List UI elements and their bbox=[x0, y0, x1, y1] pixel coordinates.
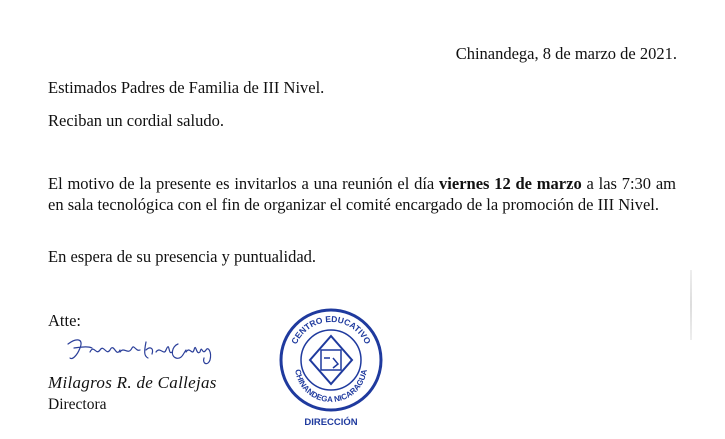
body-text-date: viernes 12 de marzo bbox=[439, 174, 582, 193]
stamp-emblem bbox=[310, 336, 352, 384]
signer-name: Milagros R. de Callejas bbox=[48, 373, 217, 392]
salutation: Estimados Padres de Familia de III Nivel. bbox=[48, 78, 325, 97]
scan-mark bbox=[690, 270, 692, 340]
body-text-part2: a las 7:30 am en sala tecnológica con el fin de organizar el comité encargado de la promoción de III Nivel. bbox=[48, 174, 677, 214]
body-paragraph bbox=[48, 173, 676, 215]
school-stamp bbox=[276, 302, 386, 432]
handwritten-signature bbox=[62, 330, 222, 370]
stamp-label: DIRECCIÓN bbox=[304, 417, 358, 428]
body-text-part1: El motivo de la presente es invitarlos a una reunión el día bbox=[48, 174, 440, 193]
letter-date: Chinandega, 8 de marzo de 2021. bbox=[455, 44, 677, 63]
signer-title: Directora bbox=[48, 396, 107, 413]
greeting: Reciban un cordial saludo. bbox=[48, 111, 224, 130]
stamp-text-top: CENTRO EDUCATIVO bbox=[289, 313, 373, 346]
closing-line: En espera de su presencia y puntualidad. bbox=[48, 247, 317, 266]
stamp-text-bottom: CHINANDEGA NICARAGUA bbox=[293, 368, 369, 405]
atte-label: Atte: bbox=[48, 311, 81, 330]
